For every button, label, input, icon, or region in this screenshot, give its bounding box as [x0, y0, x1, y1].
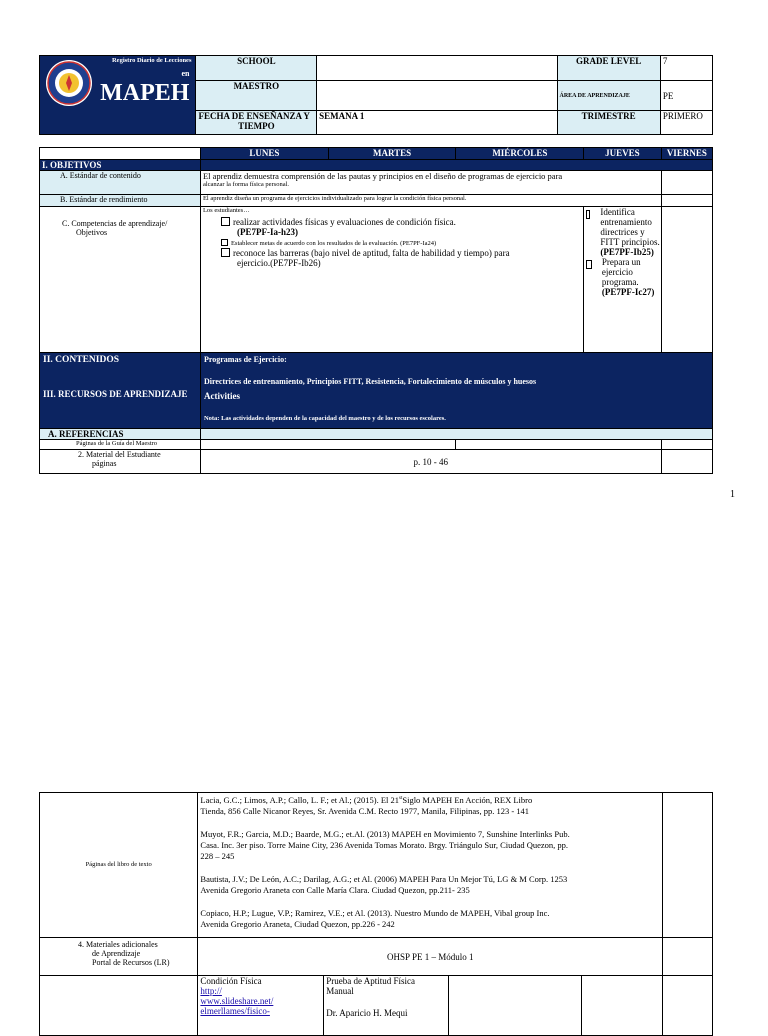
trimestre-label: TRIMESTRE	[557, 111, 660, 135]
competencia-item-1-code: (PE7PF-Ia-h23)	[236, 227, 298, 237]
competencia-item-1	[203, 217, 581, 227]
ref-4-a: Copiaco, H.P.; Lugue, V.P.; Ramirez, V.E.; et Al. (2013). Nuestro Mundo de MAPEH, Vibal group Inc.	[200, 907, 550, 918]
competencia-item-3-text: reconoce las barreras (bajo nivel de aptitud, falta de habilidad y tiempo) para	[232, 248, 510, 258]
adicionales-value: OHSP PE 1 – Módulo 1	[198, 938, 663, 976]
adicionales-line2: de Aprendizaje	[92, 949, 141, 958]
competencias-text	[200, 207, 583, 353]
ref-1-b: Siglo MAPEH En Acción, REX Libro	[402, 794, 533, 805]
page2-table	[39, 792, 713, 1036]
estandar-rendimiento-text: El aprendiz diseña un programa de ejercicios individualizado para lograr la condición física personal.	[200, 195, 661, 207]
estudiante-label-line1: 2. Material del Estudiante	[78, 450, 161, 459]
area-label: ÁREA DE APRENDIZAJE	[557, 81, 660, 111]
blank-corner	[40, 148, 201, 160]
day-miercoles: MIÉRCOLES	[456, 148, 584, 160]
prueba-line1: Prueba de Aptitud Física	[326, 976, 415, 986]
school-value	[317, 56, 557, 81]
estandar-contenido-label: A. Estándar de contenido	[40, 171, 201, 195]
competencia-item-2-text: Establecer metas de acuerdo con los resultados de la evaluación. (PE7PF-Ia24)	[230, 240, 437, 247]
fecha-label	[196, 111, 317, 135]
guia-cell-3	[661, 440, 712, 450]
estudiante-label-line2: páginas	[92, 459, 117, 468]
viernes-cell-b	[661, 195, 712, 207]
competencias-line2: Objetivos	[76, 228, 108, 237]
condicion-fisica-title: Condición Física	[200, 976, 262, 986]
grade-value: 7	[660, 56, 712, 81]
fecha-label-line1: FECHA DE ENSEÑANZA Y	[198, 111, 310, 121]
page-number: 1	[730, 489, 735, 500]
libro-texto-refs	[198, 793, 663, 938]
prueba-line2: Manual	[326, 986, 354, 996]
jueves-item-1-code: (PE7PF-Ib25)	[600, 247, 654, 257]
maestro-value	[317, 81, 557, 111]
ref-1-c: Tienda, 856 Calle Nicanor Reyes, Sr. Avenida C.M. Recto 1977, Manila, Filipinas, pp. 123 - 141	[200, 805, 530, 816]
bullet-icon	[221, 248, 230, 257]
grade-label: GRADE LEVEL	[557, 56, 660, 81]
adicionales-line1: 4. Materiales adicionales	[78, 940, 158, 949]
competencia-item-3b: ejercicio.(PE7PF-Ib26)	[236, 258, 321, 268]
blank-row-label	[40, 976, 198, 1036]
slideshare-link-line1[interactable]: http://	[200, 986, 222, 996]
fecha-label-line2: TIEMPO	[238, 121, 275, 131]
estandar-contenido-line1: El aprendiz demuestra comprensión de las pautas y principios en el diseño de programas de ejercicio para	[202, 171, 563, 181]
libro-texto-label: Páginas del libro de texto	[40, 793, 198, 938]
jueves-item-2-text: Prepara un ejercicio programa.	[601, 257, 641, 287]
viernes-cell-c	[661, 207, 712, 353]
bullet-icon	[221, 217, 230, 226]
guia-cell-1	[200, 440, 456, 450]
competencia-item-1-text: realizar actividades físicas y evaluaciones de condición física.	[232, 217, 456, 227]
empty-cell-2	[581, 976, 662, 1036]
day-martes: MARTES	[328, 148, 456, 160]
maestro-label: MAESTRO	[196, 81, 317, 111]
bullet-icon	[221, 239, 228, 246]
jueves-item-2-code: (PE7PF-Ic27)	[601, 287, 655, 297]
competencias-line1: C. Competencias de aprendizaje/	[62, 219, 168, 228]
ref-1-sup: st	[399, 796, 403, 801]
condicion-fisica-cell	[198, 976, 324, 1036]
viernes-cell-a	[661, 171, 712, 195]
referencias-bar	[200, 429, 712, 440]
jueves-item-1	[584, 207, 660, 257]
viernes-cell-e	[663, 793, 713, 938]
competencia-item-3	[203, 248, 581, 258]
objetivos-bar	[200, 160, 712, 171]
contenidos-line2: Directrices de entrenamiento, Principios FITT, Resistencia, Fortalecimiento de músculos y huesos	[203, 377, 537, 386]
seal-icon	[47, 61, 91, 105]
deped-seal	[46, 60, 92, 106]
estandar-contenido-text	[200, 171, 661, 195]
school-label: SCHOOL	[196, 56, 317, 81]
prueba-aptitud-cell	[324, 976, 449, 1036]
viernes-cell-g	[663, 976, 713, 1036]
objetivos-title: I. OBJETIVOS	[40, 160, 201, 171]
contenidos-line3: Activities	[203, 391, 240, 401]
contenidos-labels	[40, 353, 201, 429]
viernes-cell-d	[661, 450, 712, 474]
slideshare-link-line3[interactable]: elmerllames/fisico-	[200, 1006, 270, 1016]
jueves-item-1-text: Identifica entrenamiento directrices y FITT principios.	[600, 207, 660, 247]
trimestre-value: PRIMERO	[660, 111, 712, 135]
ref-3-b: Avenida Gregorio Araneta con Calle María Clara. Ciudad Quezon, pp.211- 235	[200, 884, 470, 895]
ref-1	[200, 793, 660, 806]
logo-cell	[40, 56, 196, 135]
en-label: en	[181, 69, 190, 78]
adicionales-label	[40, 938, 198, 976]
area-value: PE	[660, 81, 712, 111]
contenidos-title: II. CONTENIDOS	[43, 355, 120, 365]
registro-title: Registro Diario de Lecciones	[111, 57, 192, 64]
ref-4-b: Avenida Gregorio Araneta, Ciudad Quezon, pp.226 - 242	[200, 918, 395, 929]
header-table	[39, 55, 713, 135]
fecha-value: SEMANA 1	[317, 111, 557, 135]
guia-maestro-label: Páginas de la Guía del Maestro	[40, 440, 201, 450]
ref-2-b: Casa. Inc. 3er piso. Torre Maine City, 236 Avenida Tomas Morato. Brgy. Triángulo Sur, Ciudad Quezon, pp.	[200, 839, 569, 850]
estandar-rendimiento-label: B. Estándar de rendimiento	[40, 195, 201, 207]
viernes-cell-f	[663, 938, 713, 976]
ref-2-c: 228 – 245	[200, 850, 235, 861]
day-lunes: LUNES	[200, 148, 328, 160]
estudiante-value: p. 10 - 46	[200, 450, 661, 474]
prueba-line3: Dr. Aparicio H. Mequi	[326, 1008, 408, 1018]
estudiante-label	[40, 450, 201, 474]
adicionales-line3: Portal de Recursos (LR)	[92, 958, 170, 967]
competencias-intro: Los estudiantes…	[202, 207, 250, 214]
bullet-icon	[586, 260, 592, 269]
plan-table	[39, 147, 713, 474]
jueves-item-2	[584, 257, 660, 297]
competencias-label	[40, 207, 201, 353]
contenidos-note: Nota: Las actividades dependen de la capacidad del maestro y de los recursos escolares.	[203, 415, 446, 422]
competencia-item-2	[203, 239, 581, 248]
ref-1-a: Lacia, G.C.; Limos, A.P.; Callo, L. F.; et Al.; (2015). El 21	[200, 794, 400, 805]
jueves-competencias	[584, 207, 661, 353]
day-viernes: VIERNES	[661, 148, 712, 160]
subject-title: MAPEH	[100, 80, 190, 106]
contenidos-text	[200, 353, 712, 429]
empty-cell-1	[449, 976, 582, 1036]
referencias-label: A. REFERENCIAS	[40, 429, 201, 440]
contenidos-line1: Programas de Ejercicio:	[203, 355, 287, 364]
recursos-title: III. RECURSOS DE APRENDIZAJE	[43, 389, 188, 399]
slideshare-link-line2[interactable]: www.slideshare.net/	[200, 996, 274, 1006]
day-jueves: JUEVES	[584, 148, 661, 160]
estandar-contenido-line2: alcanzar la forma física personal.	[202, 181, 290, 188]
ref-3-a: Bautista, J.V.; De León, A.C.; Darilag, A.G.; et Al. (2006) MAPEH Para Un Mejor Tú, LG & M Corp. 1253	[200, 873, 568, 884]
ref-2-a: Muyot, F.R.; Garcia, M.D.; Baarde, M.G.; et.Al. (2013) MAPEH en Movimiento 7, Sunshine Interlinks Pub.	[200, 828, 570, 839]
bullet-icon	[586, 210, 590, 219]
guia-cell-2	[456, 440, 661, 450]
